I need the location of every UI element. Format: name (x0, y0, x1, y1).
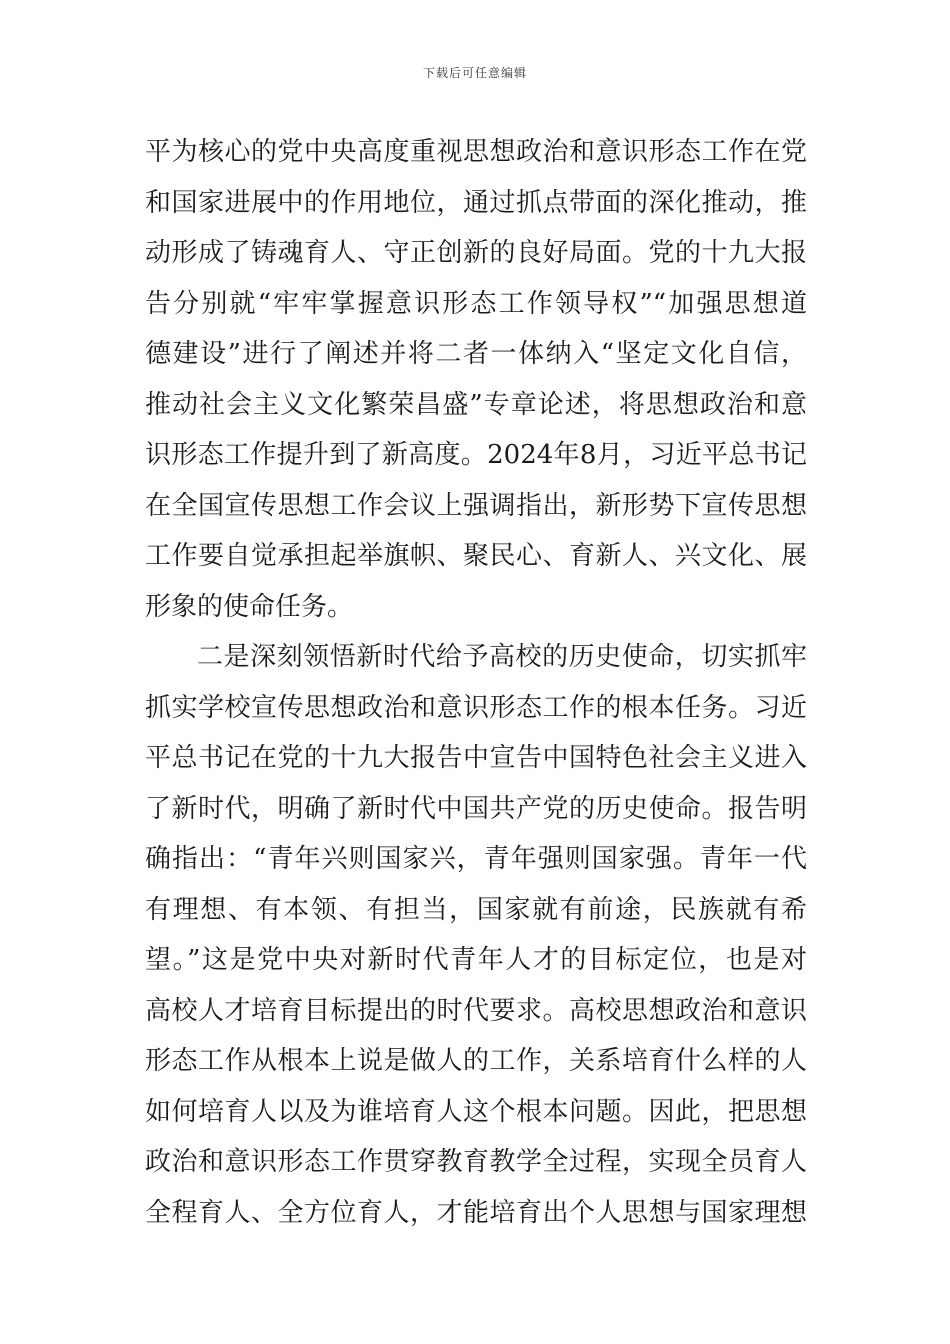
text-line-10: 形象的使命任务。 (145, 591, 354, 622)
body-text (145, 127, 807, 1238)
text-line-14: 了新时代，明确了新时代中国共产党的历史使命。报告明 (145, 793, 807, 824)
text-line-1: 平为核心的党中央高度重视思想政治和意识形态工作在党 (145, 137, 807, 167)
text-line-7: 识形态工作提升到了新高度。2024年8月，习近平总书记 (145, 440, 807, 470)
text-line-11: 二是深刻领悟新时代给予高校的历史使命，切实抓牢 (197, 642, 807, 672)
text-line-4: 告分别就“牢牢掌握意识形态工作领导权”“加强思想道 (145, 288, 807, 319)
text-line-19: 形态工作从根本上说是做人的工作，关系培育什么样的人 (145, 1046, 807, 1076)
text-line-17: 望。”这是党中央对新时代青年人才的目标定位，也是对 (145, 945, 807, 975)
text-line-18: 高校人才培育目标提出的时代要求。高校思想政治和意识 (145, 995, 807, 1026)
text-line-12: 抓实学校宣传思想政治和意识形态工作的根本任务。习近 (145, 692, 807, 723)
text-line-8: 在全国宣传思想工作会议上强调指出，新形势下宣传思想 (145, 490, 807, 521)
text-line-21: 政治和意识形态工作贯穿教育教学全过程，实现全员育人 (145, 1147, 807, 1177)
text-line-13: 平总书记在党的十九大报告中宣告中国特色社会主义进入 (145, 743, 807, 773)
text-line-6: 推动社会主义文化繁荣昌盛”专章论述，将思想政治和意 (145, 389, 807, 420)
text-line-5: 德建设”进行了阐述并将二者一体纳入“坚定文化自信， (145, 339, 807, 369)
text-line-15: 确指出：“青年兴则国家兴，青年强则国家强。青年一代 (145, 844, 807, 874)
text-line-2: 和国家进展中的作用地位，通过抓点带面的深化推动，推 (145, 187, 807, 218)
page-header: 下载后可任意编辑 (422, 66, 527, 80)
text-line-9: 工作要自觉承担起举旗帜、聚民心、育新人、兴文化、展 (145, 541, 807, 571)
text-line-16: 有理想、有本领、有担当，国家就有前途，民族就有希 (145, 894, 807, 925)
text-line-22: 全程育人、全方位育人，才能培育出个人思想与国家理想 (145, 1197, 807, 1228)
text-line-20: 如何培育人以及为谁培育人这个根本问题。因此，把思想 (145, 1096, 807, 1127)
text-line-3: 动形成了铸魂育人、守正创新的良好局面。党的十九大报 (145, 238, 807, 268)
